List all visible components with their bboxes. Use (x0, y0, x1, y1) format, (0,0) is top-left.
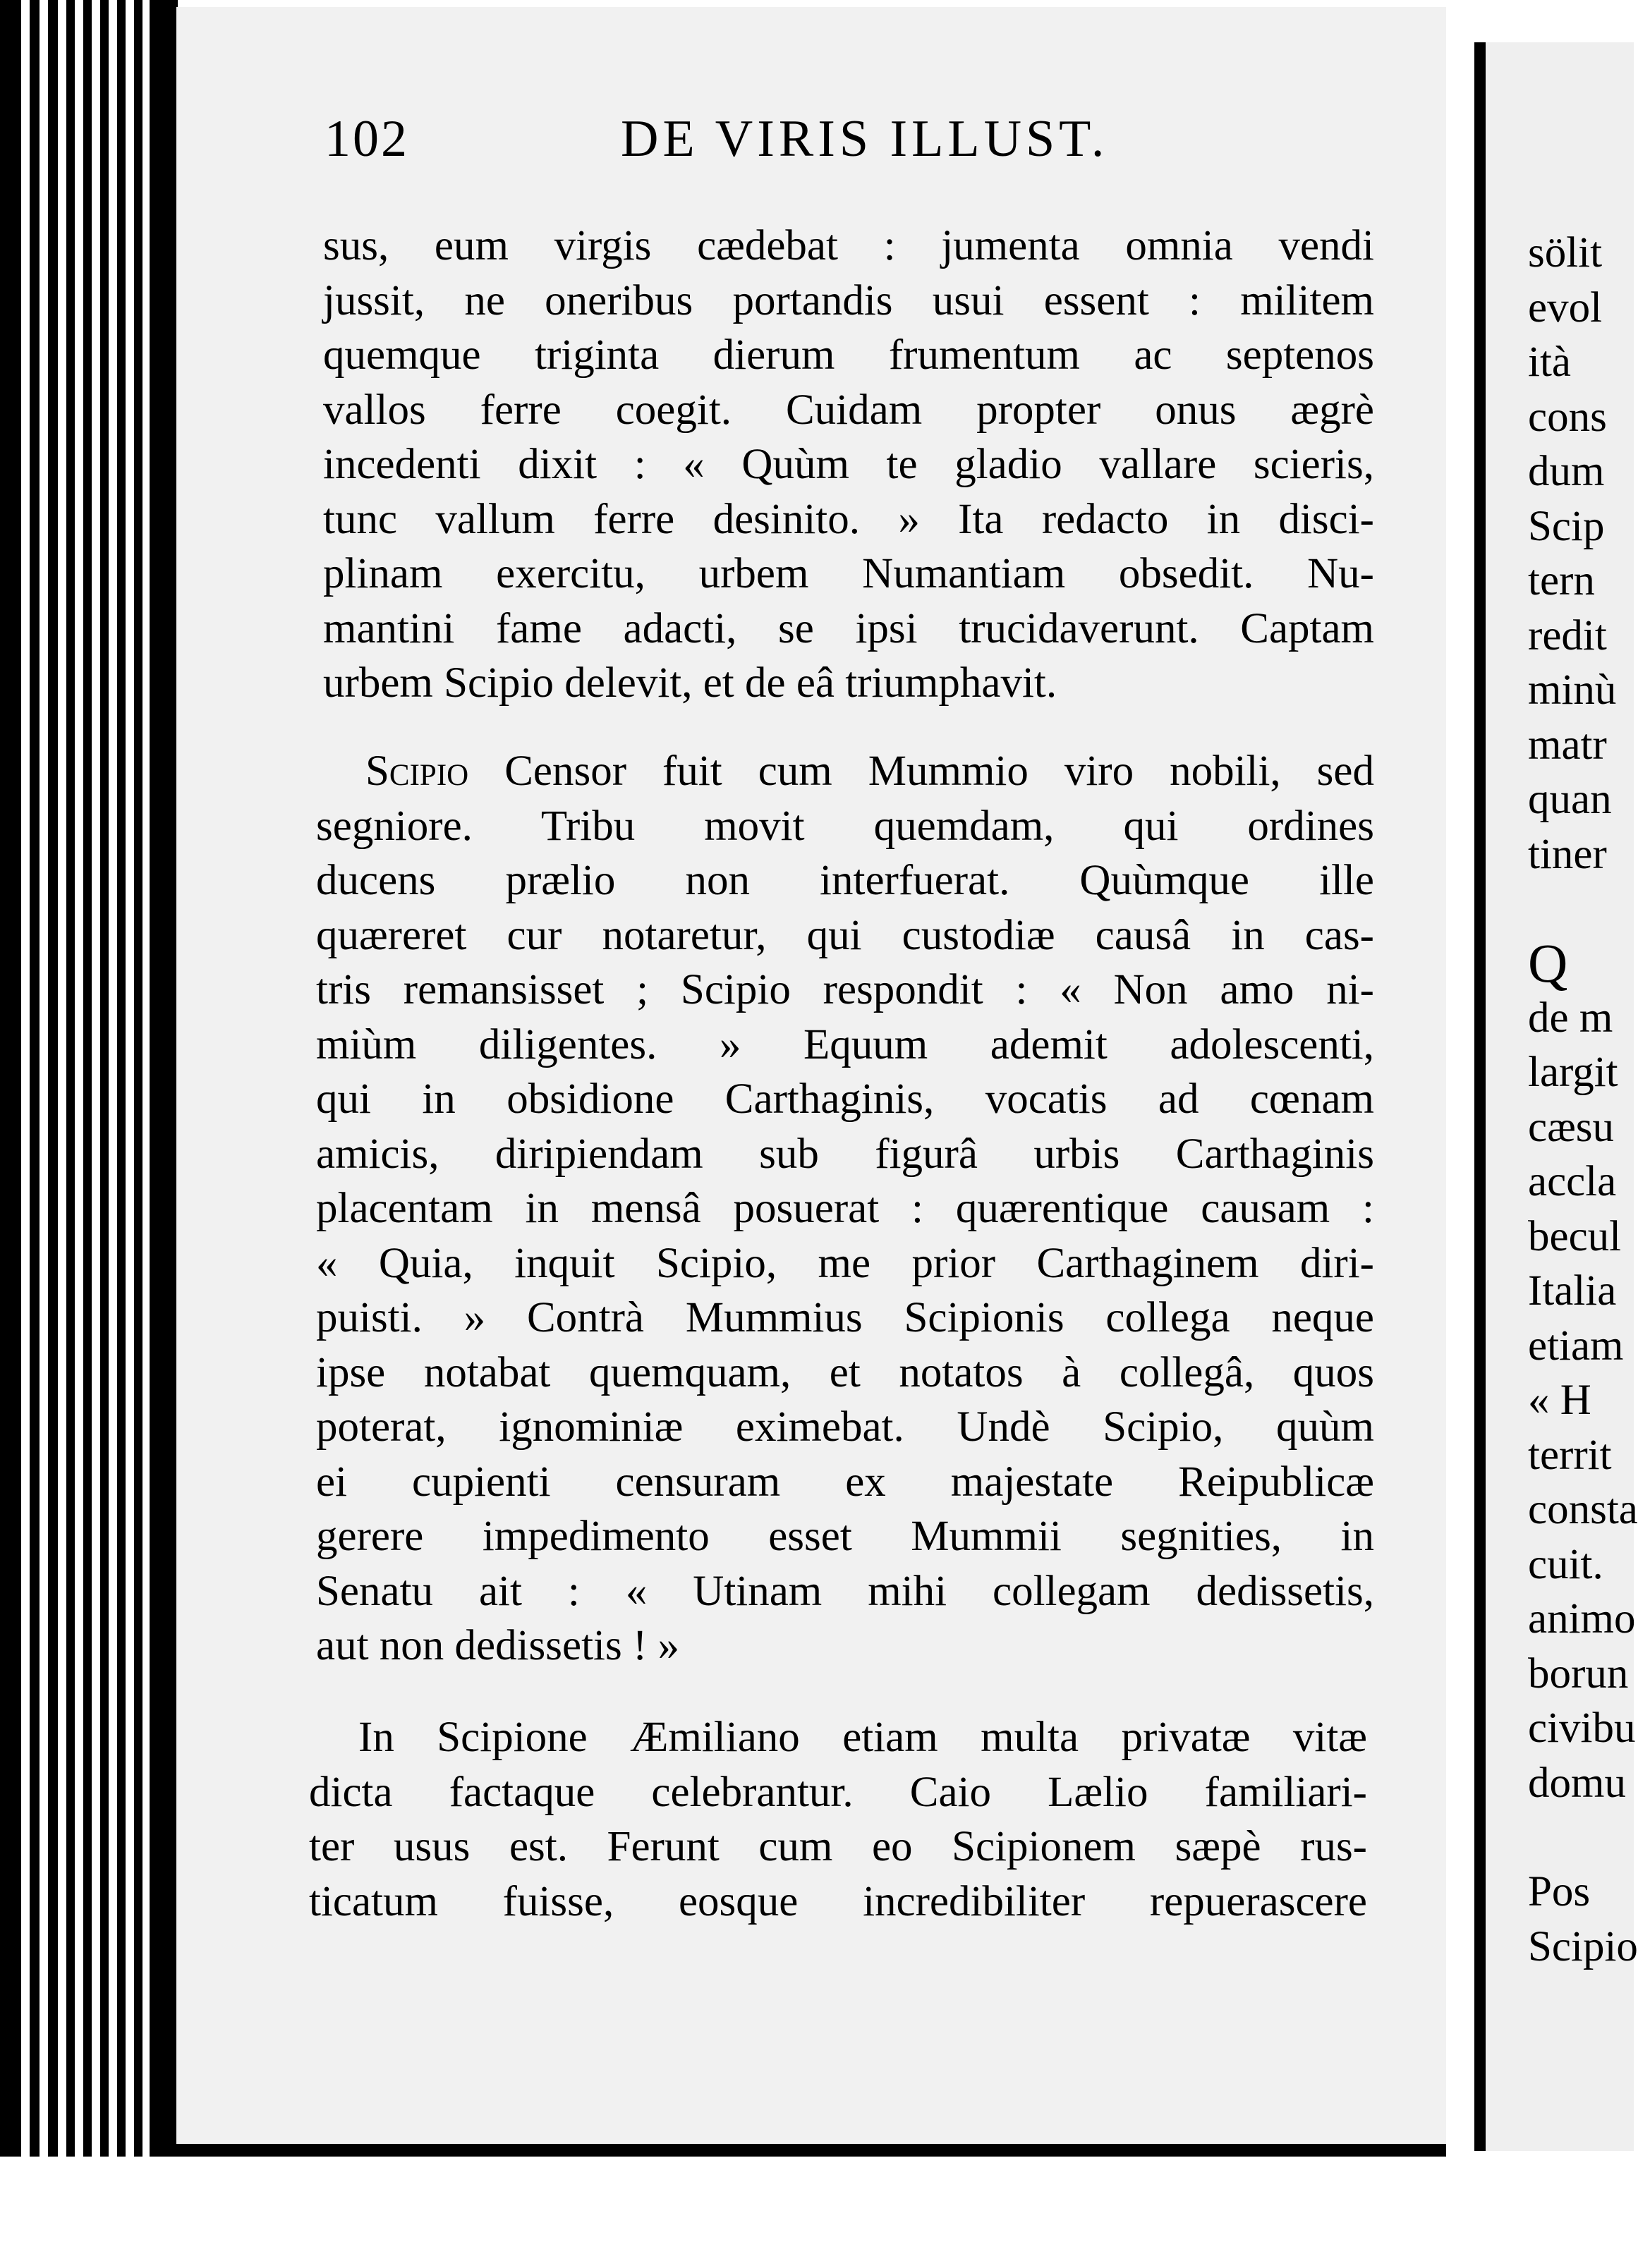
facing-page-text (1528, 226, 1638, 1974)
text-line: poterat, ignominiæ eximebat. Undè Scipio, quùm (316, 1403, 1374, 1451)
text-fragment: ità (1528, 339, 1571, 386)
text-fragment: territ (1528, 1431, 1612, 1479)
text-fragment: redit (1528, 611, 1607, 659)
paragraph-gap (1528, 882, 1638, 936)
edge-bar (117, 0, 126, 2268)
page-number: 102 (324, 110, 409, 168)
text-fragment: Scip (1528, 502, 1605, 550)
text-line: mantini fame adacti, se ipsi trucidaverunt. Captam (323, 604, 1374, 652)
edge-bar (150, 0, 178, 2268)
paragraph-gap (1528, 1810, 1638, 1865)
text-fragment: de m (1528, 994, 1613, 1042)
text-line: tunc vallum ferre desinito. » Ita redacto in disci- (323, 495, 1374, 543)
text-line: qui in obsidione Carthaginis, vocatis ad cœnam (316, 1075, 1374, 1123)
text-line (316, 744, 1374, 799)
text-line: In Scipione Æmiliano etiam multa privatæ vitæ (358, 1714, 1367, 1761)
text-fragment: evol (1528, 284, 1603, 331)
page-edge (0, 0, 180, 2268)
text-line: puisti. » Contrà Mummius Scipionis collega neque (316, 1294, 1374, 1341)
text-line: gerere impedimento esset Mummii segnities, in (316, 1513, 1374, 1560)
text-fragment: minù (1528, 666, 1617, 714)
text-fragment: dum (1528, 448, 1605, 495)
text-fragment: becul (1528, 1212, 1622, 1260)
text-line: tris remansisset ; Scipio respondit : « Non amo ni- (316, 966, 1374, 1013)
running-title: DE VIRIS ILLUST. (621, 110, 1109, 168)
text-fragment: domu (1528, 1759, 1626, 1807)
text-line: aut non dedissetis ! » (316, 1622, 680, 1669)
text-line: ducens prælio non interfuerat. Quùmque ille (316, 857, 1374, 904)
facing-page (1474, 42, 1638, 2151)
text-fragment: Scipio (1528, 1922, 1638, 1970)
edge-bar (134, 0, 142, 2268)
lead-word: Scipio (365, 748, 469, 795)
text-line: jussit, ne oneribus portandis usui essent : militem (323, 276, 1374, 324)
text-fragment: matr (1528, 721, 1607, 769)
edge-bar (0, 0, 21, 2268)
text-line: vallos ferre coegit. Cuidam propter onus ægrè (323, 386, 1374, 434)
text-fragment: accla (1528, 1158, 1617, 1205)
text-line: « Quia, inquit Scipio, me prior Carthaginem diri- (316, 1239, 1374, 1287)
text-line: ei cupienti censuram ex majestate Reipublicæ (316, 1458, 1374, 1506)
text-line: plinam exercitu, urbem Numantiam obsedit. Nu- (323, 550, 1374, 597)
text-line: placentam in mensâ posuerat : quærentique causam : (316, 1185, 1374, 1232)
text-line: ter usus est. Ferunt cum eo Scipionem sæpè rus- (309, 1823, 1367, 1870)
text-line: sus, eum virgis cædebat : jumenta omnia vendi (323, 222, 1374, 269)
text-line: quemque triginta dierum frumentum ac septenos (323, 331, 1374, 379)
text-line: ipse notabat quemquam, et notatos à collegâ, quos (316, 1348, 1374, 1396)
text-fragment: civibu (1528, 1705, 1636, 1752)
edge-bar (30, 0, 40, 2268)
edge-bar (48, 0, 58, 2268)
edge-bar (83, 0, 92, 2268)
text-line: amicis, diripiendam sub figurâ urbis Carthaginis (316, 1130, 1374, 1178)
scan-margin (0, 2157, 1622, 2268)
edge-bar (100, 0, 109, 2268)
text-fragment: quan (1528, 776, 1612, 823)
text-fragment: « H (1528, 1377, 1591, 1424)
text-fragment: consta (1528, 1486, 1638, 1533)
text-fragment: animo (1528, 1595, 1636, 1642)
text-line: urbem Scipio delevit, et de eâ triumphavit. (323, 659, 1057, 707)
text-line: quæreret cur notaretur, qui custodiæ causâ in cas- (316, 911, 1374, 959)
book-page (176, 7, 1446, 2157)
text-fragment: largit (1528, 1049, 1618, 1096)
text-fragment: tiner (1528, 830, 1607, 878)
text-fragment: Pos (1528, 1868, 1591, 1915)
text-fragment: Italia (1528, 1267, 1617, 1315)
line-rest: Censor fuit cum Mummio viro nobili, sed (468, 748, 1374, 795)
text-fragment: cuit. (1528, 1540, 1603, 1588)
paragraph-1 (323, 219, 1374, 711)
text-line: incedenti dixit : « Quùm te gladio vallare scieris, (323, 441, 1374, 488)
text-fragment: Q (1528, 932, 1568, 994)
text-line: Senatu ait : « Utinam mihi collegam dedissetis, (316, 1567, 1374, 1615)
text-fragment: etiam (1528, 1322, 1624, 1370)
text-fragment: borun (1528, 1650, 1629, 1697)
paragraph-3 (309, 1710, 1367, 1929)
text-fragment: cæsu (1528, 1103, 1614, 1151)
text-line: miùm diligentes. » Equum ademit adolescenti, (316, 1020, 1374, 1068)
text-fragment: cons (1528, 393, 1607, 441)
edge-bar (66, 0, 75, 2268)
paragraph-2 (316, 744, 1374, 1673)
page-header (324, 109, 1171, 173)
text-fragment: tern (1528, 557, 1595, 604)
text-fragment: sölit (1528, 229, 1603, 276)
text-line: dicta factaque celebrantur. Caio Lælio familiari- (309, 1768, 1367, 1816)
text-line: segniore. Tribu movit quemdam, qui ordines (316, 802, 1374, 850)
text-line: ticatum fuisse, eosque incredibiliter repuerascere (309, 1877, 1367, 1925)
